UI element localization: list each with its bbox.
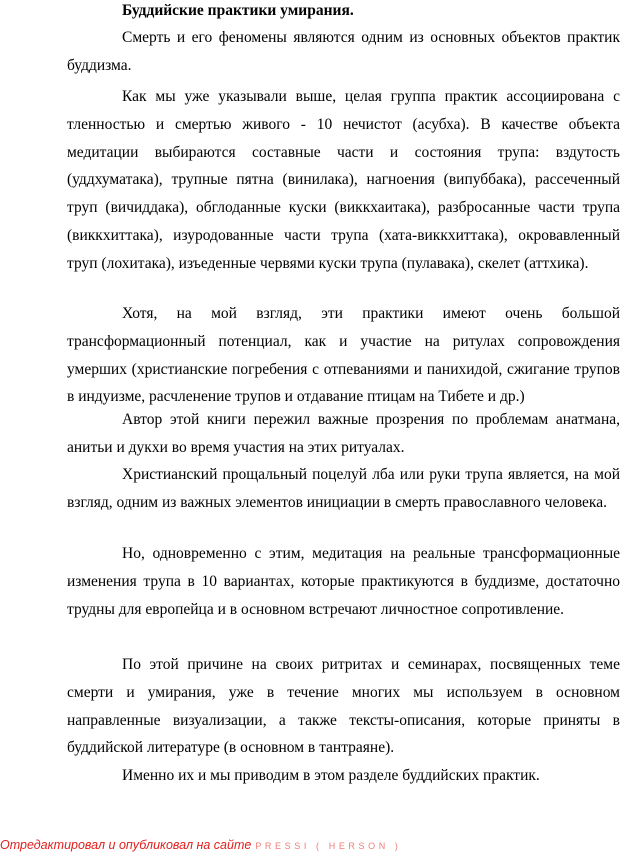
footer-text: Отредактировал и опубликовал на сайте [0, 838, 252, 852]
paragraph: Автор этой книги пережил важные прозрения по проблемам анатмана, анитьи и дукхи во время участия на этих ритуалах. [67, 411, 620, 456]
paragraph: Именно их и мы приводим в этом разделе буддийских практик. [122, 767, 540, 784]
footer-site-name: PRESSI ( HERSON ) [255, 841, 402, 851]
publisher-footer [0, 838, 402, 852]
paragraph: Как мы уже указывали выше, целая группа практик ассоциирована с тленностью и смертью живого - 10 нечистот (асубха). В качестве объекта медитации выбираются составные части и состояния трупа: вздутость (уддхуматака), трупные пятна (винилака), нагноения (випуббака), рассеченный труп (вичиддака), обглоданные куски (виккхаитака), разбросанные части трупа (виккхиттака), изуродованные части трупа (хата-виккхиттака), окровавленный труп (лохитака), изъеденные червями куски трупа (пулавака), скелет (аттхика). [67, 88, 620, 272]
paragraph: Христианский прощальный поцелуй лба или руки трупа является, на мой взгляд, одним из важных элементов инициации в смерть православного человека. [67, 466, 620, 511]
paragraph: Но, одновременно с этим, медитация на реальные трансформационные изменения трупа в 10 вариантах, которые практикуются в буддизме, достаточно трудны для европейца и в основном встречают личностное сопротивление. [67, 545, 620, 618]
paragraph: По этой причине на своих ритритах и семинарах, посвященных теме смерти и умирания, уже в течение многих мы используем в основном направленные визуализации, а также тексты-описания, которые приняты в буддийской литературе (в основном в тантраяне). [67, 656, 620, 757]
paragraph: Хотя, на мой взгляд, эти практики имеют очень большой трансформационный потенциал, как и участие на ритулах сопровождения умерших (христианские погребения с отпеваниями и панихидой, сжигание трупов в индуизме, расчленение трупов и отдавание птицам на Тибете и др.) [67, 305, 620, 406]
section-heading: Буддийские практики умирания. [122, 2, 354, 19]
paragraph: Смерть и его феномены являются одним из основных объектов практик буддизма. [67, 29, 620, 74]
